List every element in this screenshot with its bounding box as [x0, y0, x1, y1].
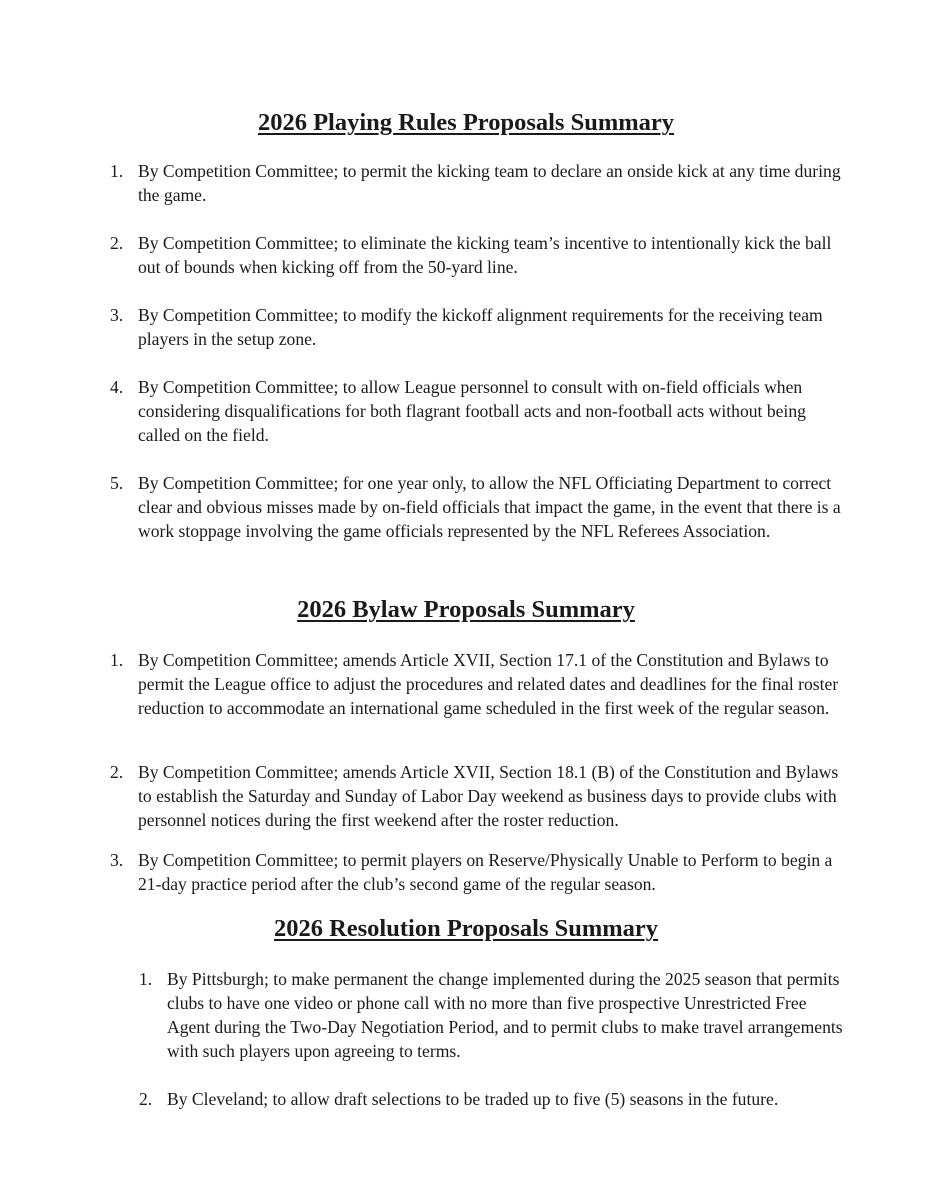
item-text: By Competition Committee; to allow League personnel to consult with on-field officials when considering disqualifications for both flagrant football acts and non-football acts without being called on the field.: [138, 377, 806, 445]
playing-rules-heading: 2026 Playing Rules Proposals Summary: [257, 109, 675, 136]
item-text: By Competition Committee; to permit players on Reserve/Physically Unable to Perform to begin a 21-day practice period after the club’s second game of the regular season.: [138, 850, 833, 894]
item-number: 5.: [110, 473, 124, 493]
item-text: By Competition Committee; for one year only, to allow the NFL Officiating Department to correct clear and obvious misses made by on-field officials that impact the game, in the event that there is a work stoppage involving the game officials represented by the NFL Referees Association.: [138, 473, 841, 541]
item-number: 3.: [110, 305, 124, 325]
item-number: 2.: [110, 762, 124, 782]
item-number: 3.: [110, 850, 124, 870]
item-text: By Pittsburgh; to make permanent the change implemented during the 2025 season that permits clubs to have one video or phone call with no more than five prospective Unrestricted Free Agent during the Two-Day Negotiation Period, and to permit clubs to make travel arrangements with such players upon agreeing to terms.: [167, 969, 843, 1061]
playing-rule-item-3: [110, 303, 850, 351]
playing-rule-item-4: [110, 375, 850, 447]
item-text: By Competition Committee; to modify the kickoff alignment requirements for the receiving team players in the setup zone.: [138, 305, 823, 349]
item-text: By Competition Committee; to permit the kicking team to declare an onside kick at any time during the game.: [138, 161, 841, 205]
bylaw-heading: 2026 Bylaw Proposals Summary: [297, 596, 635, 623]
resolution-item-1: [139, 967, 847, 1063]
playing-rule-item-5: [110, 471, 850, 543]
bylaw-item-2: [110, 760, 850, 832]
item-text: By Competition Committee; amends Article XVII, Section 18.1 (B) of the Constitution and Bylaws to establish the Saturday and Sunday of Labor Day weekend as business days to provide clubs with personnel notices during the first weekend after the roster reduction.: [138, 762, 839, 830]
playing-rule-item-1: [110, 159, 850, 207]
resolution-item-2: [139, 1087, 847, 1111]
item-text: By Competition Committee; to eliminate the kicking team’s incentive to intentionally kick the ball out of bounds when kicking off from the 50-yard line.: [138, 233, 832, 277]
playing-rule-item-2: [110, 231, 850, 279]
bylaw-item-3: [110, 848, 850, 896]
item-number: 2.: [110, 233, 124, 253]
resolution-heading: 2026 Resolution Proposals Summary: [273, 915, 659, 942]
item-text: By Cleveland; to allow draft selections to be traded up to five (5) seasons in the future.: [167, 1089, 779, 1109]
item-number: 1.: [139, 969, 153, 989]
item-number: 4.: [110, 377, 124, 397]
item-number: 2.: [139, 1089, 153, 1109]
item-number: 1.: [110, 161, 124, 181]
item-number: 1.: [110, 650, 124, 670]
bylaw-item-1: [110, 648, 850, 720]
item-text: By Competition Committee; amends Article XVII, Section 17.1 of the Constitution and Bylaws to permit the League office to adjust the procedures and related dates and deadlines for the final roster reduction to accommodate an international game scheduled in the first week of the regular season.: [138, 650, 839, 718]
